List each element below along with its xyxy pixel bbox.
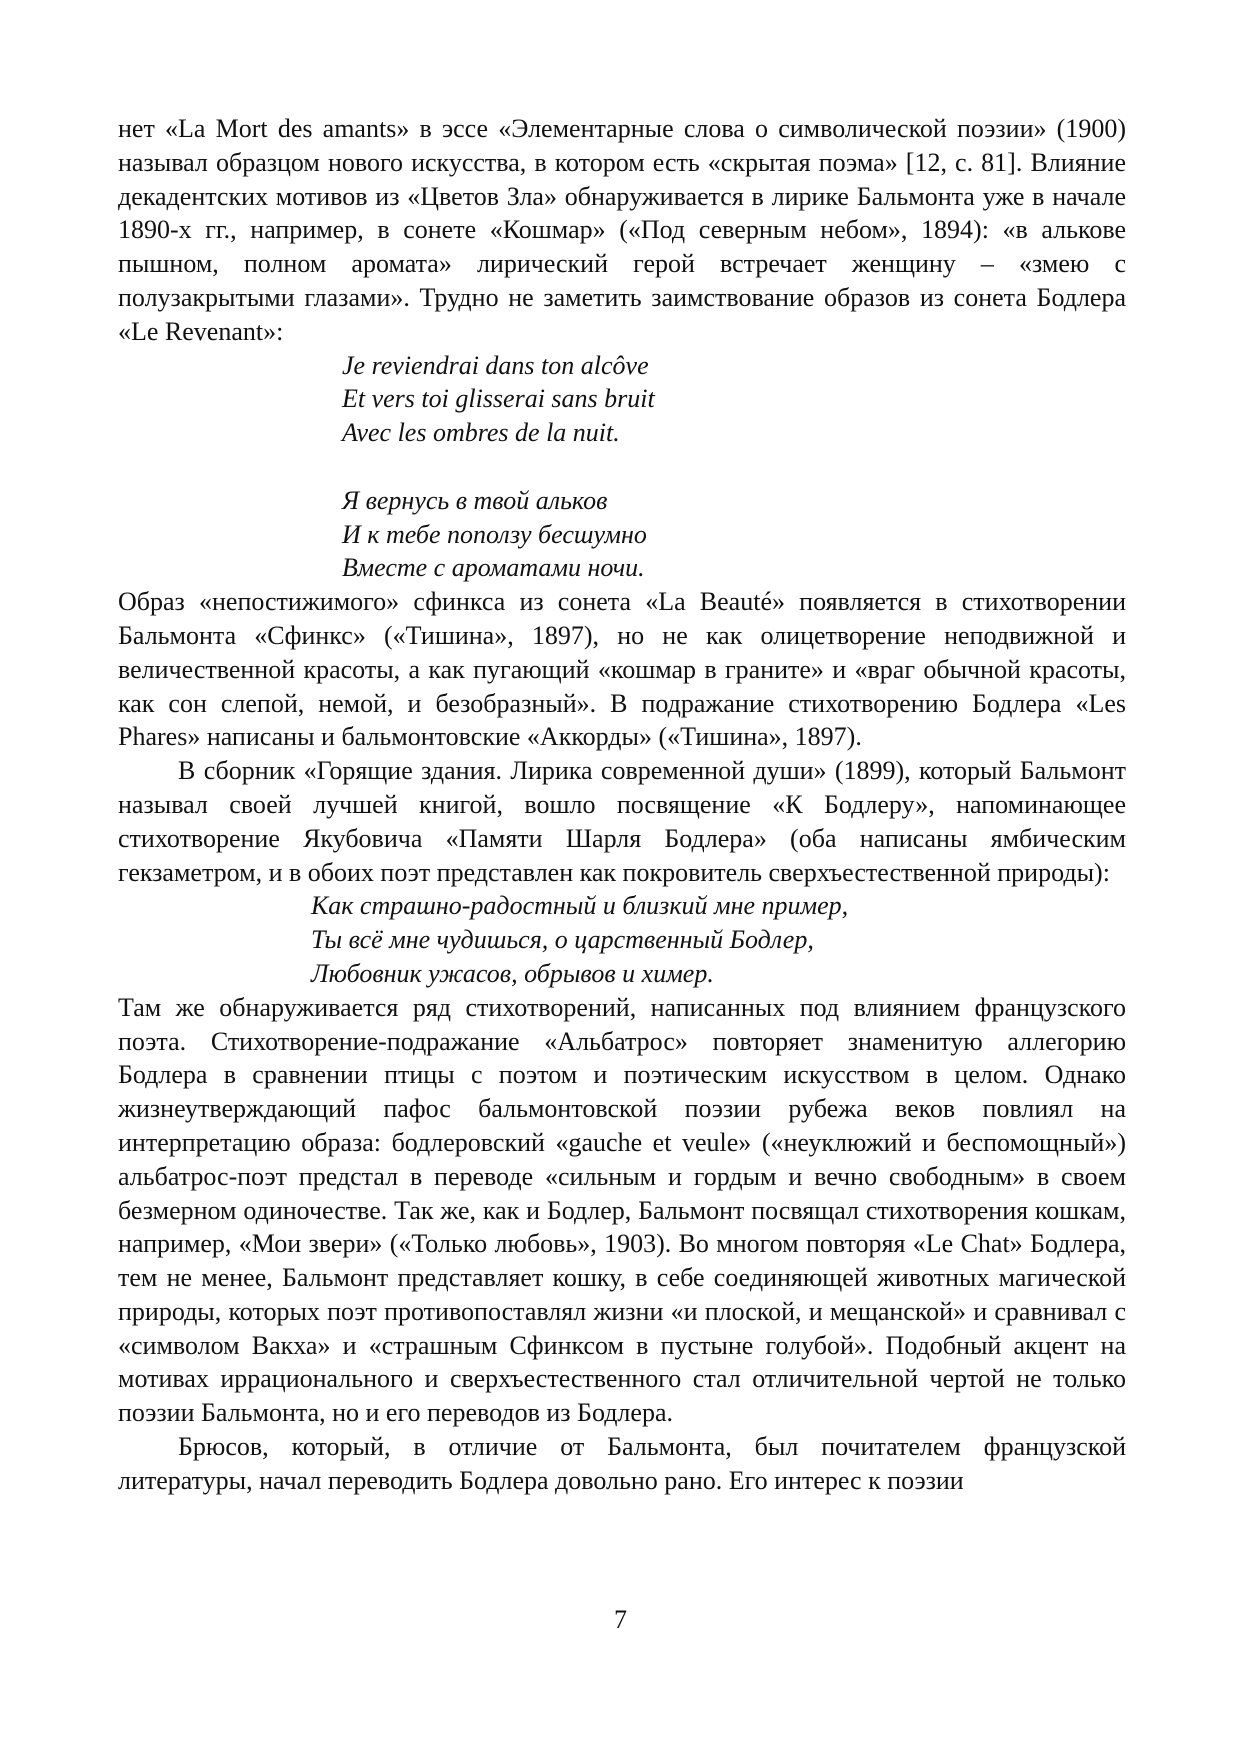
verse-line: Je reviendrai dans ton alcôve	[342, 350, 649, 380]
verse-line: Я вернусь в твой альков	[342, 485, 608, 515]
verse-quote-russian	[118, 484, 1126, 585]
verse-line: Вместе с ароматами ночи.	[342, 553, 645, 583]
page-number: 7	[614, 1605, 627, 1634]
verse-line: Любовник ужасов, обрывов и химер.	[311, 958, 714, 988]
verse-line: И к тебе поползу бесшумно	[342, 519, 647, 549]
verse-line: Ты всё мне чудишься, о царственный Бодлер,	[311, 925, 814, 955]
verse-line: Et vers toi glisserai sans bruit	[342, 384, 655, 414]
verse-line: Avec les ombres de la nuit.	[342, 418, 620, 448]
paragraph-4: Там же обнаруживается ряд стихотворений, написанных под влиянием французского поэта. Стихотворение-подражание «Альбатрос» повторяет знаменитую аллегорию Бодлера в сравнении птицы с поэтом и поэтическим искусством в целом. Однако жизнеутверждающий пафос бальмонтовской поэзии рубежа веков повлиял на интерпретацию образа: бодлеровский «gauche et veule» («неуклюжий и беспомощный») альбатрос-поэт предстал в переводе «сильным и гордым и вечно свободным» в своем безмерном одиночестве. Так же, как и Бодлер, Бальмонт посвящал стихотворения кошкам, например, «Мои звери» («Только любовь», 1903). Во многом повторяя «Le Chat» Бодлера, тем не менее, Бальмонт представляет кошку, в себе соединяющей животных магической природы, которых поэт противопоставлял жизни «и плоской, и мещанской» и сравнивал с «символом Вакха» и «страшным Сфинксом в пустыне голубой». Подобный акцент на мотивах иррационального и сверхъестественного стал отличительной чертой не только поэзии Бальмонта, но и его переводов из Бодлера.	[118, 992, 1126, 1428]
verse-line: Как страшно-радостный и близкий мне пример,	[311, 891, 849, 921]
paragraph-1: нет «La Mort des amants» в эссе «Элементарные слова о символической поэзии» (1900) называл образцом нового искусства, в котором есть «скрытая поэма» [12, с. 81]. Влияние декадентских мотивов из «Цветов Зла» обнаруживается в лирике Бальмонта уже в начале 1890-х гг., например, в сонете «Кошмар» («Под северным небом», 1894): «в алькове пышном, полном аромата» лирический герой встречает женщину – «змею с полузакрытыми глазами». Трудно не заметить заимствование образов из сонета Бодлера «Le Revenant»:	[118, 114, 1126, 346]
verse-quote-french	[118, 349, 1126, 450]
stanza-gap	[118, 450, 1126, 484]
text-column	[118, 112, 1126, 1498]
paragraph-3: В сборник «Горящие здания. Лирика современной души» (1899), который Бальмонт называл своей лучшей книгой, вошло посвящение «К Бодлеру», напоминающее стихотворение Якубовича «Памяти Шарля Бодлера» (оба написаны ямбическим гекзаметром, и в обоих поэт представлен как покровитель сверхъестественной природы):	[118, 756, 1126, 887]
verse-quote-balmont	[118, 889, 1126, 990]
paragraph-2: Образ «непостижимого» сфинкса из сонета «La Beauté» появляется в стихотворении Бальмонта «Сфинкс» («Тишина», 1897), но не как олицетворение неподвижной и величественной красоты, а как пугающий «кошмар в граните» и «враг обычной красоты, как сон слепой, немой, и безобразный». В подражание стихотворению Бодлера «Les Phares» написаны и бальмонтовские «Аккорды» («Тишина», 1897).	[118, 587, 1126, 752]
paragraph-5: Брюсов, который, в отличие от Бальмонта, был почитателем французской литературы, начал переводить Бодлера довольно рано. Его интерес к поэзии	[118, 1432, 1126, 1495]
